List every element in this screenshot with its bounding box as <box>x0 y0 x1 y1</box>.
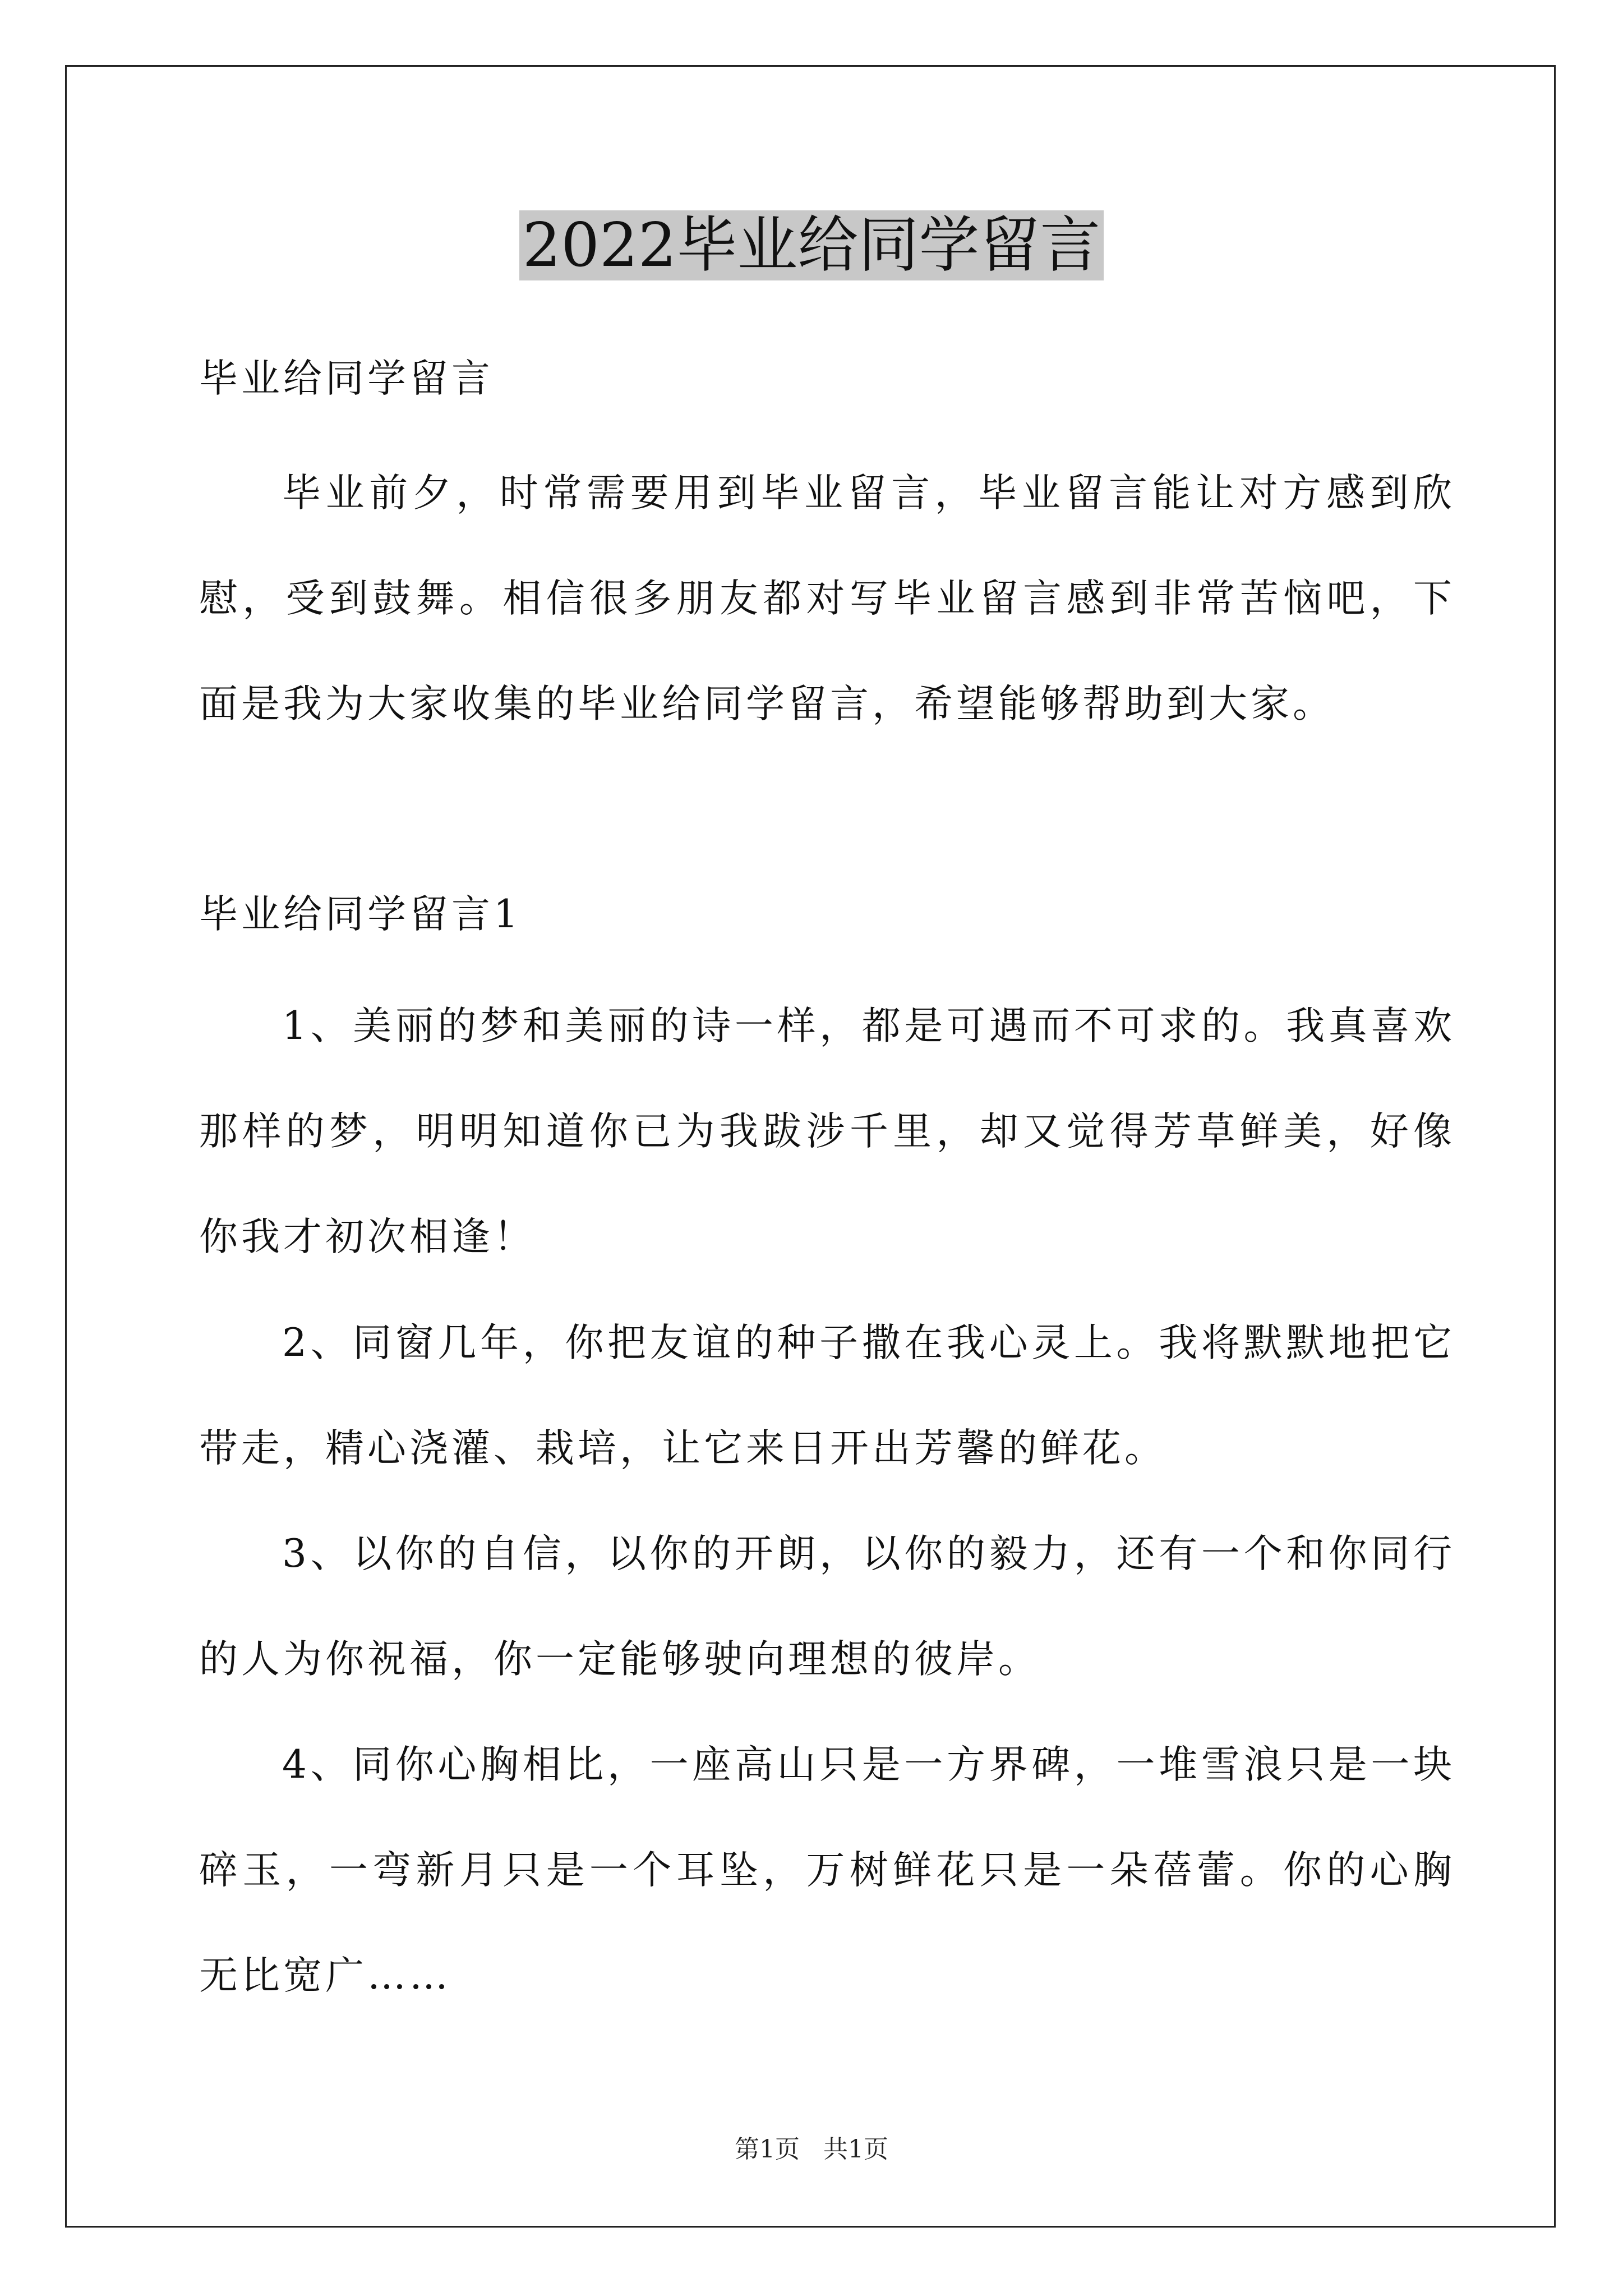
message-item-1: 1、美丽的梦和美丽的诗一样，都是可遇而不可求的。我真喜欢那样的梦，明明知道你已为我跋涉千里，却又觉得芳草鲜美，好像你我才初次相逢！ <box>199 1004 1455 1259</box>
section-heading: 毕业给同学留言1 <box>199 892 522 937</box>
page-number-footer: 第1页 共1页 <box>735 2135 888 2164</box>
message-item-3: 3、以你的自信，以你的开朗，以你的毅力，还有一个和你同行的人为你祝福，你一定能够驶向理想的彼岸。 <box>199 1531 1455 1682</box>
message-item-4: 4、同你心胸相比，一座高山只是一方界碑，一堆雪浪只是一块碎玉，一弯新月只是一个耳坠，万树鲜花只是一朵蓓蕾。你的心胸无比宽广…… <box>199 1742 1455 1998</box>
document-title-text: 2022毕业给同学留言 <box>519 210 1104 280</box>
document-title <box>0 206 1623 285</box>
message-item-2: 2、同窗几年，你把友谊的种子撒在我心灵上。我将默默地把它带走，精心浇灌、栽培，让它来日开出芳馨的鲜花。 <box>199 1320 1455 1471</box>
document-subtitle: 毕业给同学留言 <box>199 356 494 401</box>
intro-paragraph: 毕业前夕，时常需要用到毕业留言，毕业留言能让对方感到欣慰，受到鼓舞。相信很多朋友都对写毕业留言感到非常苦恼吧，下面是我为大家收集的毕业给同学留言，希望能够帮助到大家。 <box>199 471 1455 726</box>
